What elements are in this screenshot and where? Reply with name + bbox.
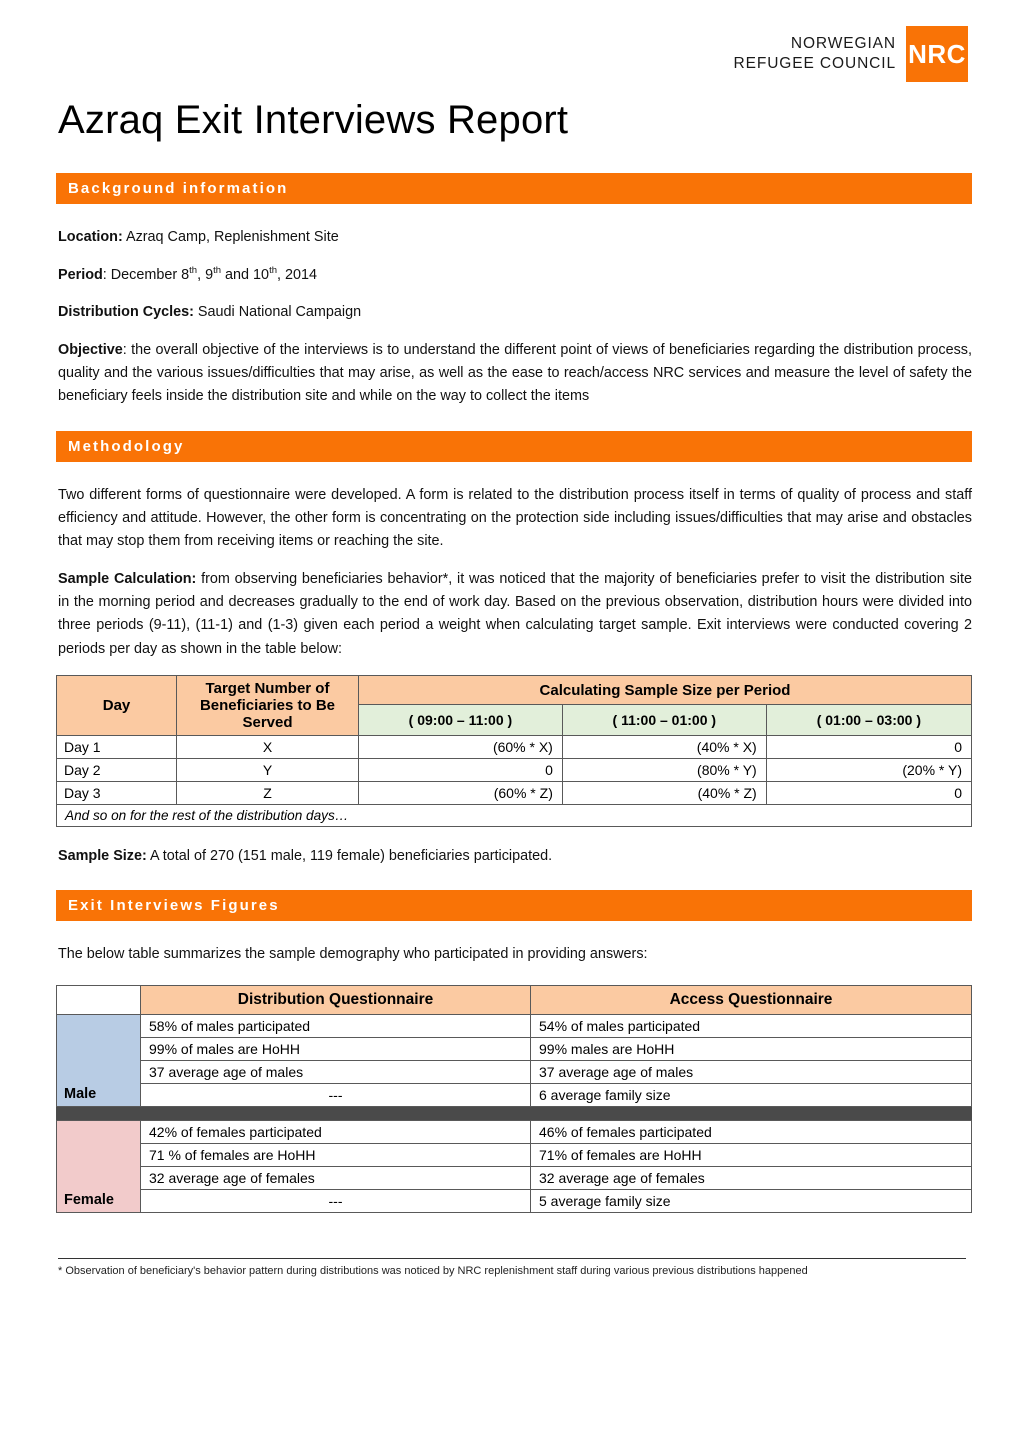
cell-period-2: (40% * Z) — [562, 781, 766, 804]
row-label-male: Male — [57, 1014, 141, 1106]
header-distribution-questionnaire: Distribution Questionnaire — [141, 985, 531, 1014]
header-target: Target Number of Beneficiaries to Be Served — [177, 675, 359, 735]
separator-cell — [57, 1106, 972, 1120]
table-row — [57, 1083, 972, 1106]
cell-access: 54% of males participated — [531, 1014, 972, 1037]
section-header-methodology: Methodology — [56, 431, 972, 462]
table-header-row-1 — [57, 675, 972, 704]
figures-intro: The below table summarizes the sample demography who participated in providing answers: — [58, 946, 648, 963]
sample-size-label: Sample Size: — [58, 847, 147, 864]
cycles-value: Saudi National Campaign — [193, 304, 362, 321]
cell-access: 6 average family size — [531, 1083, 972, 1106]
footnote-area — [58, 1258, 966, 1280]
cell-access: 5 average family size — [531, 1189, 972, 1212]
sample-size-table — [56, 675, 972, 827]
logo-wordmark — [734, 26, 907, 75]
table-row — [57, 758, 972, 781]
period-value-d: , 2014 — [277, 266, 318, 283]
sample-size-summary — [58, 845, 972, 868]
cell-period-1: (60% * Z) — [359, 781, 563, 804]
demography-corner-cell — [57, 985, 141, 1014]
cell-distribution: 37 average age of males — [141, 1060, 531, 1083]
header-period-2: ( 11:00 – 01:00 ) — [562, 705, 766, 736]
demography-table — [56, 985, 972, 1213]
cell-access: 32 average age of females — [531, 1166, 972, 1189]
period-value-a: : December 8 — [102, 266, 190, 283]
objective-label: Objective — [58, 341, 123, 358]
table-row — [57, 1037, 972, 1060]
nrc-logo-text: NRC — [908, 38, 966, 69]
nrc-logo — [0, 0, 1024, 82]
header-period-group: Calculating Sample Size per Period — [359, 675, 972, 704]
cell-period-3: (20% * Y) — [766, 758, 971, 781]
cell-period-3: 0 — [766, 781, 971, 804]
period-value-c: and 10 — [221, 266, 270, 283]
cell-period-2: (80% * Y) — [562, 758, 766, 781]
cell-day: Day 2 — [57, 758, 177, 781]
cell-period-2: (40% * X) — [562, 735, 766, 758]
location-value: Azraq Camp, Replenishment Site — [122, 228, 339, 245]
cycles-label: Distribution Cycles: — [58, 304, 194, 321]
cell-distribution: 32 average age of females — [141, 1166, 531, 1189]
cycles-line — [58, 301, 972, 324]
nrc-logo-mark — [906, 26, 968, 82]
cell-distribution: 71 % of females are HoHH — [141, 1143, 531, 1166]
demography-table-wrapper — [56, 985, 972, 1213]
table-row — [57, 1060, 972, 1083]
logo-wordmark-line1: NORWEGIAN — [790, 35, 896, 52]
period-sup-c: th — [269, 265, 277, 277]
table-row — [57, 735, 972, 758]
cell-access: 99% males are HoHH — [531, 1037, 972, 1060]
header-day: Day — [57, 675, 177, 735]
cell-distribution: 58% of males participated — [141, 1014, 531, 1037]
demography-header-row — [57, 985, 972, 1014]
page-title: Azraq Exit Interviews Report — [58, 98, 569, 142]
objective-value: : the overall objective of the interviews is to understand the different point of views of beneficiaries regarding the distribution process, quality and the various issues/difficulties that may arise, as well as the ease to reach/access NRC services and measure the level of safety the beneficiary feels inside the distribution site and while on the way to collect the items — [58, 341, 972, 405]
header-period-3: ( 01:00 – 03:00 ) — [766, 705, 971, 736]
period-line — [58, 263, 972, 287]
sample-size-line — [58, 845, 972, 868]
table-row — [57, 1166, 972, 1189]
cell-period-1: (60% * X) — [359, 735, 563, 758]
sample-size-table-wrapper — [56, 675, 972, 827]
sample-size-value: A total of 270 (151 male, 119 female) beneficiaries participated. — [146, 847, 553, 864]
footnote-text: * Observation of beneficiary's behavior pattern during distributions was noticed by NRC replenishment staff during various previous distributions happened — [58, 1265, 808, 1277]
cell-day: Day 1 — [57, 735, 177, 758]
sample-calculation-paragraph — [58, 568, 972, 661]
period-sup-b: th — [213, 265, 222, 277]
header-period-1: ( 09:00 – 11:00 ) — [359, 705, 563, 736]
cell-access: 37 average age of males — [531, 1060, 972, 1083]
footnote-divider — [58, 1258, 966, 1259]
cell-target: Z — [177, 781, 359, 804]
cell-day: Day 3 — [57, 781, 177, 804]
period-label: Period — [58, 266, 103, 283]
table-row — [57, 1120, 972, 1143]
sample-calculation-value: from observing beneficiaries behavior*, it was noticed that the majority of beneficiaries prefer to visit the distribution site in the morning period and decreases gradually to the end of work day. Based on the previous observation, distribution hours were divided into three periods (9-11), (11-1) and (1-3) given each period a weight when calculating target sample. Exit interviews were conducted covering 2 periods per day as shown in the table below: — [58, 570, 972, 657]
table-note-row — [57, 804, 972, 826]
cell-target: X — [177, 735, 359, 758]
section-header-background: Background information — [56, 173, 972, 204]
table-section-separator — [57, 1106, 972, 1120]
sample-table-note: And so on for the rest of the distribution days… — [57, 804, 972, 826]
figures-content — [58, 943, 972, 966]
row-label-female: Female — [57, 1120, 141, 1212]
location-label: Location: — [58, 228, 123, 245]
cell-distribution: --- — [141, 1083, 531, 1106]
cell-distribution: 99% of males are HoHH — [141, 1037, 531, 1060]
methodology-paragraph: Two different forms of questionnaire were developed. A form is related to the distribution process itself in terms of quality of process and staff efficiency and attitude. However, the other form is concentrating on the protection side including issues/difficulties that may arise and obstacles that may stop them from receiving items or reaching the site. — [58, 486, 972, 550]
background-content — [58, 226, 972, 409]
logo-wordmark-line2: REFUGEE COUNCIL — [733, 55, 896, 73]
header-access-questionnaire: Access Questionnaire — [531, 985, 972, 1014]
period-value-b: , 9 — [197, 266, 214, 283]
cell-distribution: --- — [141, 1189, 531, 1212]
section-header-figures: Exit Interviews Figures — [56, 890, 972, 921]
cell-period-3: 0 — [766, 735, 971, 758]
cell-access: 71% of females are HoHH — [531, 1143, 972, 1166]
table-row — [57, 1143, 972, 1166]
cell-distribution: 42% of females participated — [141, 1120, 531, 1143]
cell-access: 46% of females participated — [531, 1120, 972, 1143]
cell-target: Y — [177, 758, 359, 781]
table-row — [57, 781, 972, 804]
table-row — [57, 1014, 972, 1037]
objective-paragraph — [58, 339, 972, 409]
table-row — [57, 1189, 972, 1212]
sample-calculation-label: Sample Calculation: — [58, 570, 197, 587]
cell-period-1: 0 — [359, 758, 563, 781]
location-line — [58, 226, 972, 249]
methodology-content — [58, 484, 972, 661]
period-sup-a: th — [189, 265, 198, 277]
